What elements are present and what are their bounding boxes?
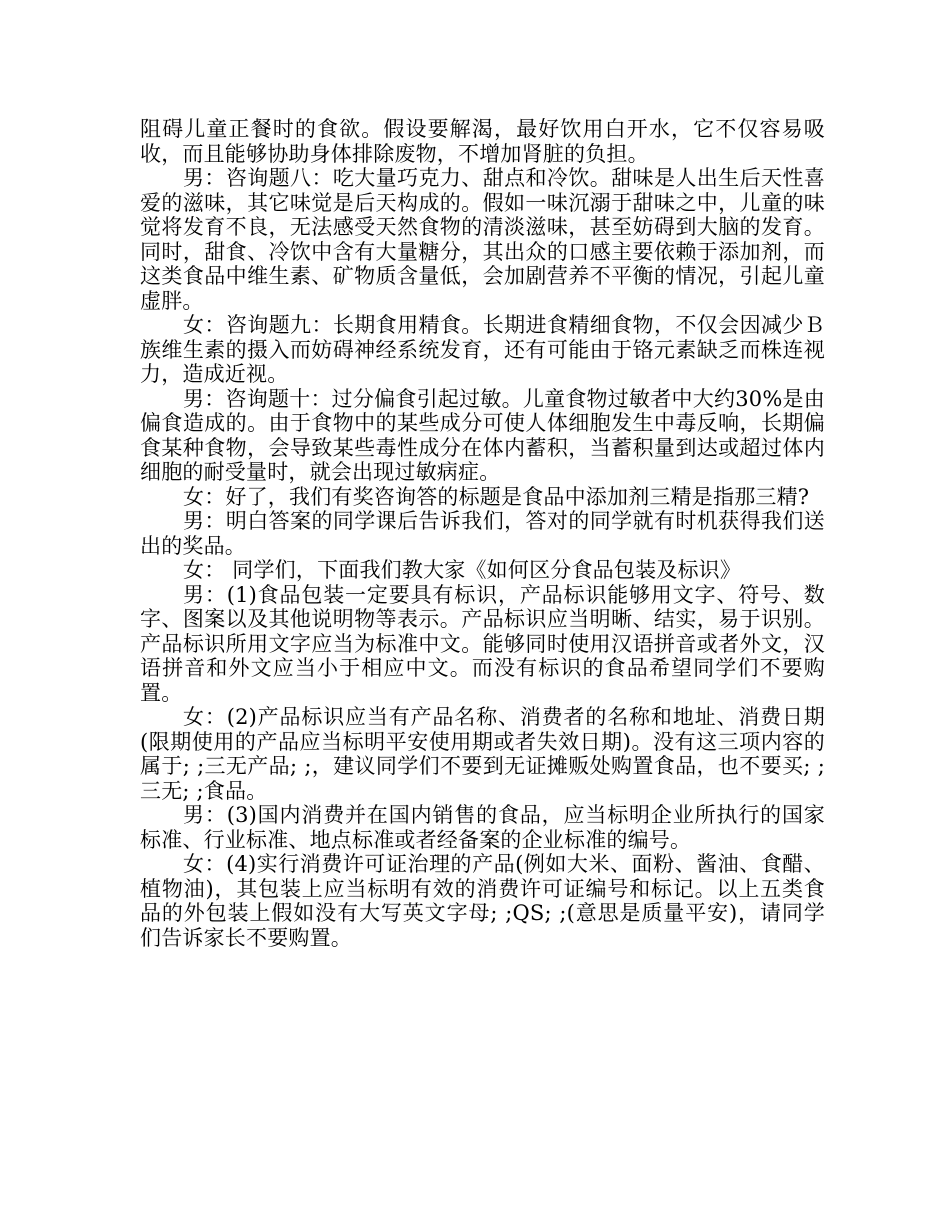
paragraph-continuation: 阻碍儿童正餐时的食欲。假设要解渴，最好饮用白开水，它不仅容易吸收，而且能够协助身体排除废物，不增加肾脏的负担。	[140, 117, 825, 166]
paragraph-packaging-3: 男：(3)国内消费并在国内销售的食品，应当标明企业所执行的国家标准、行业标准、地点标准或者经备案的企业标准的编号。	[140, 803, 825, 852]
paragraph-quiz-question: 女：好了，我们有奖咨询答的标题是食品中添加剂三精是指那三精?	[183, 484, 810, 509]
paragraph-question-8: 男：咨询题八：吃大量巧克力、甜点和冷饮。甜味是人出生后天性喜爱的滋味，其它味觉是后天构成的。假如一味沉溺于甜味之中，儿童的味觉将发育不良，无法感受天然食物的清淡滋味，甚至妨碍到大脑的发育。同时，甜食、冷饮中含有大量糖分，其出众的口感主要依赖于添加剂，而这类食品中维生素、矿物质含量低，会加剧营养不平衡的情况，引起儿童虚胖。	[140, 166, 825, 313]
paragraph-quiz-answer: 男：明白答案的同学课后告诉我们，答对的同学就有时机获得我们送出的奖品。	[140, 509, 825, 558]
document-body	[140, 117, 825, 950]
paragraph-packaging-1: 男：(1)食品包装一定要具有标识，产品标识能够用文字、符号、数字、图案以及其他说明物等表示。产品标识应当明晰、结实，易于识别。产品标识所用文字应当为标准中文。能够同时使用汉语拼音或者外文，汉语拼音和外文应当小于相应中文。而没有标识的食品希望同学们不要购置。	[140, 582, 825, 705]
paragraph-packaging-2: 女：(2)产品标识应当有产品名称、消费者的名称和地址、消费日期(限期使用的产品应当标明平安使用期或者失效日期)。没有这三项内容的属于; ;三无产品; ;，建议同学们不要到无证摊贩处购置食品，也不要买; ;三无; ;食品。	[140, 705, 825, 803]
paragraph-packaging-4: 女：(4)实行消费许可证治理的产品(例如大米、面粉、酱油、食醋、植物油)，其包装上应当标明有效的消费许可证编号和标记。以上五类食品的外包装上假如没有大写英文字母; ;QS; ;(意思是质量平安)，请同学们告诉家长不要购置。	[140, 852, 825, 950]
paragraph-packaging-intro: 女： 同学们，下面我们教大家《如何区分食品包装及标识》	[183, 558, 742, 582]
paragraph-question-9: 女：咨询题九：长期食用精食。长期进食精细食物，不仅会因减少Ｂ族维生素的摄入而妨碍神经系统发育，还有可能由于铬元素缺乏而株连视力，造成近视。	[140, 313, 825, 386]
paragraph-question-10: 男：咨询题十：过分偏食引起过敏。儿童食物过敏者中大约30%是由偏食造成的。由于食物中的某些成分可使人体细胞发生中毒反响，长期偏食某种食物，会导致某些毒性成分在体内蓄积，当蓄积量到达或超过体内细胞的耐受量时，就会出现过敏病症。	[140, 386, 825, 484]
